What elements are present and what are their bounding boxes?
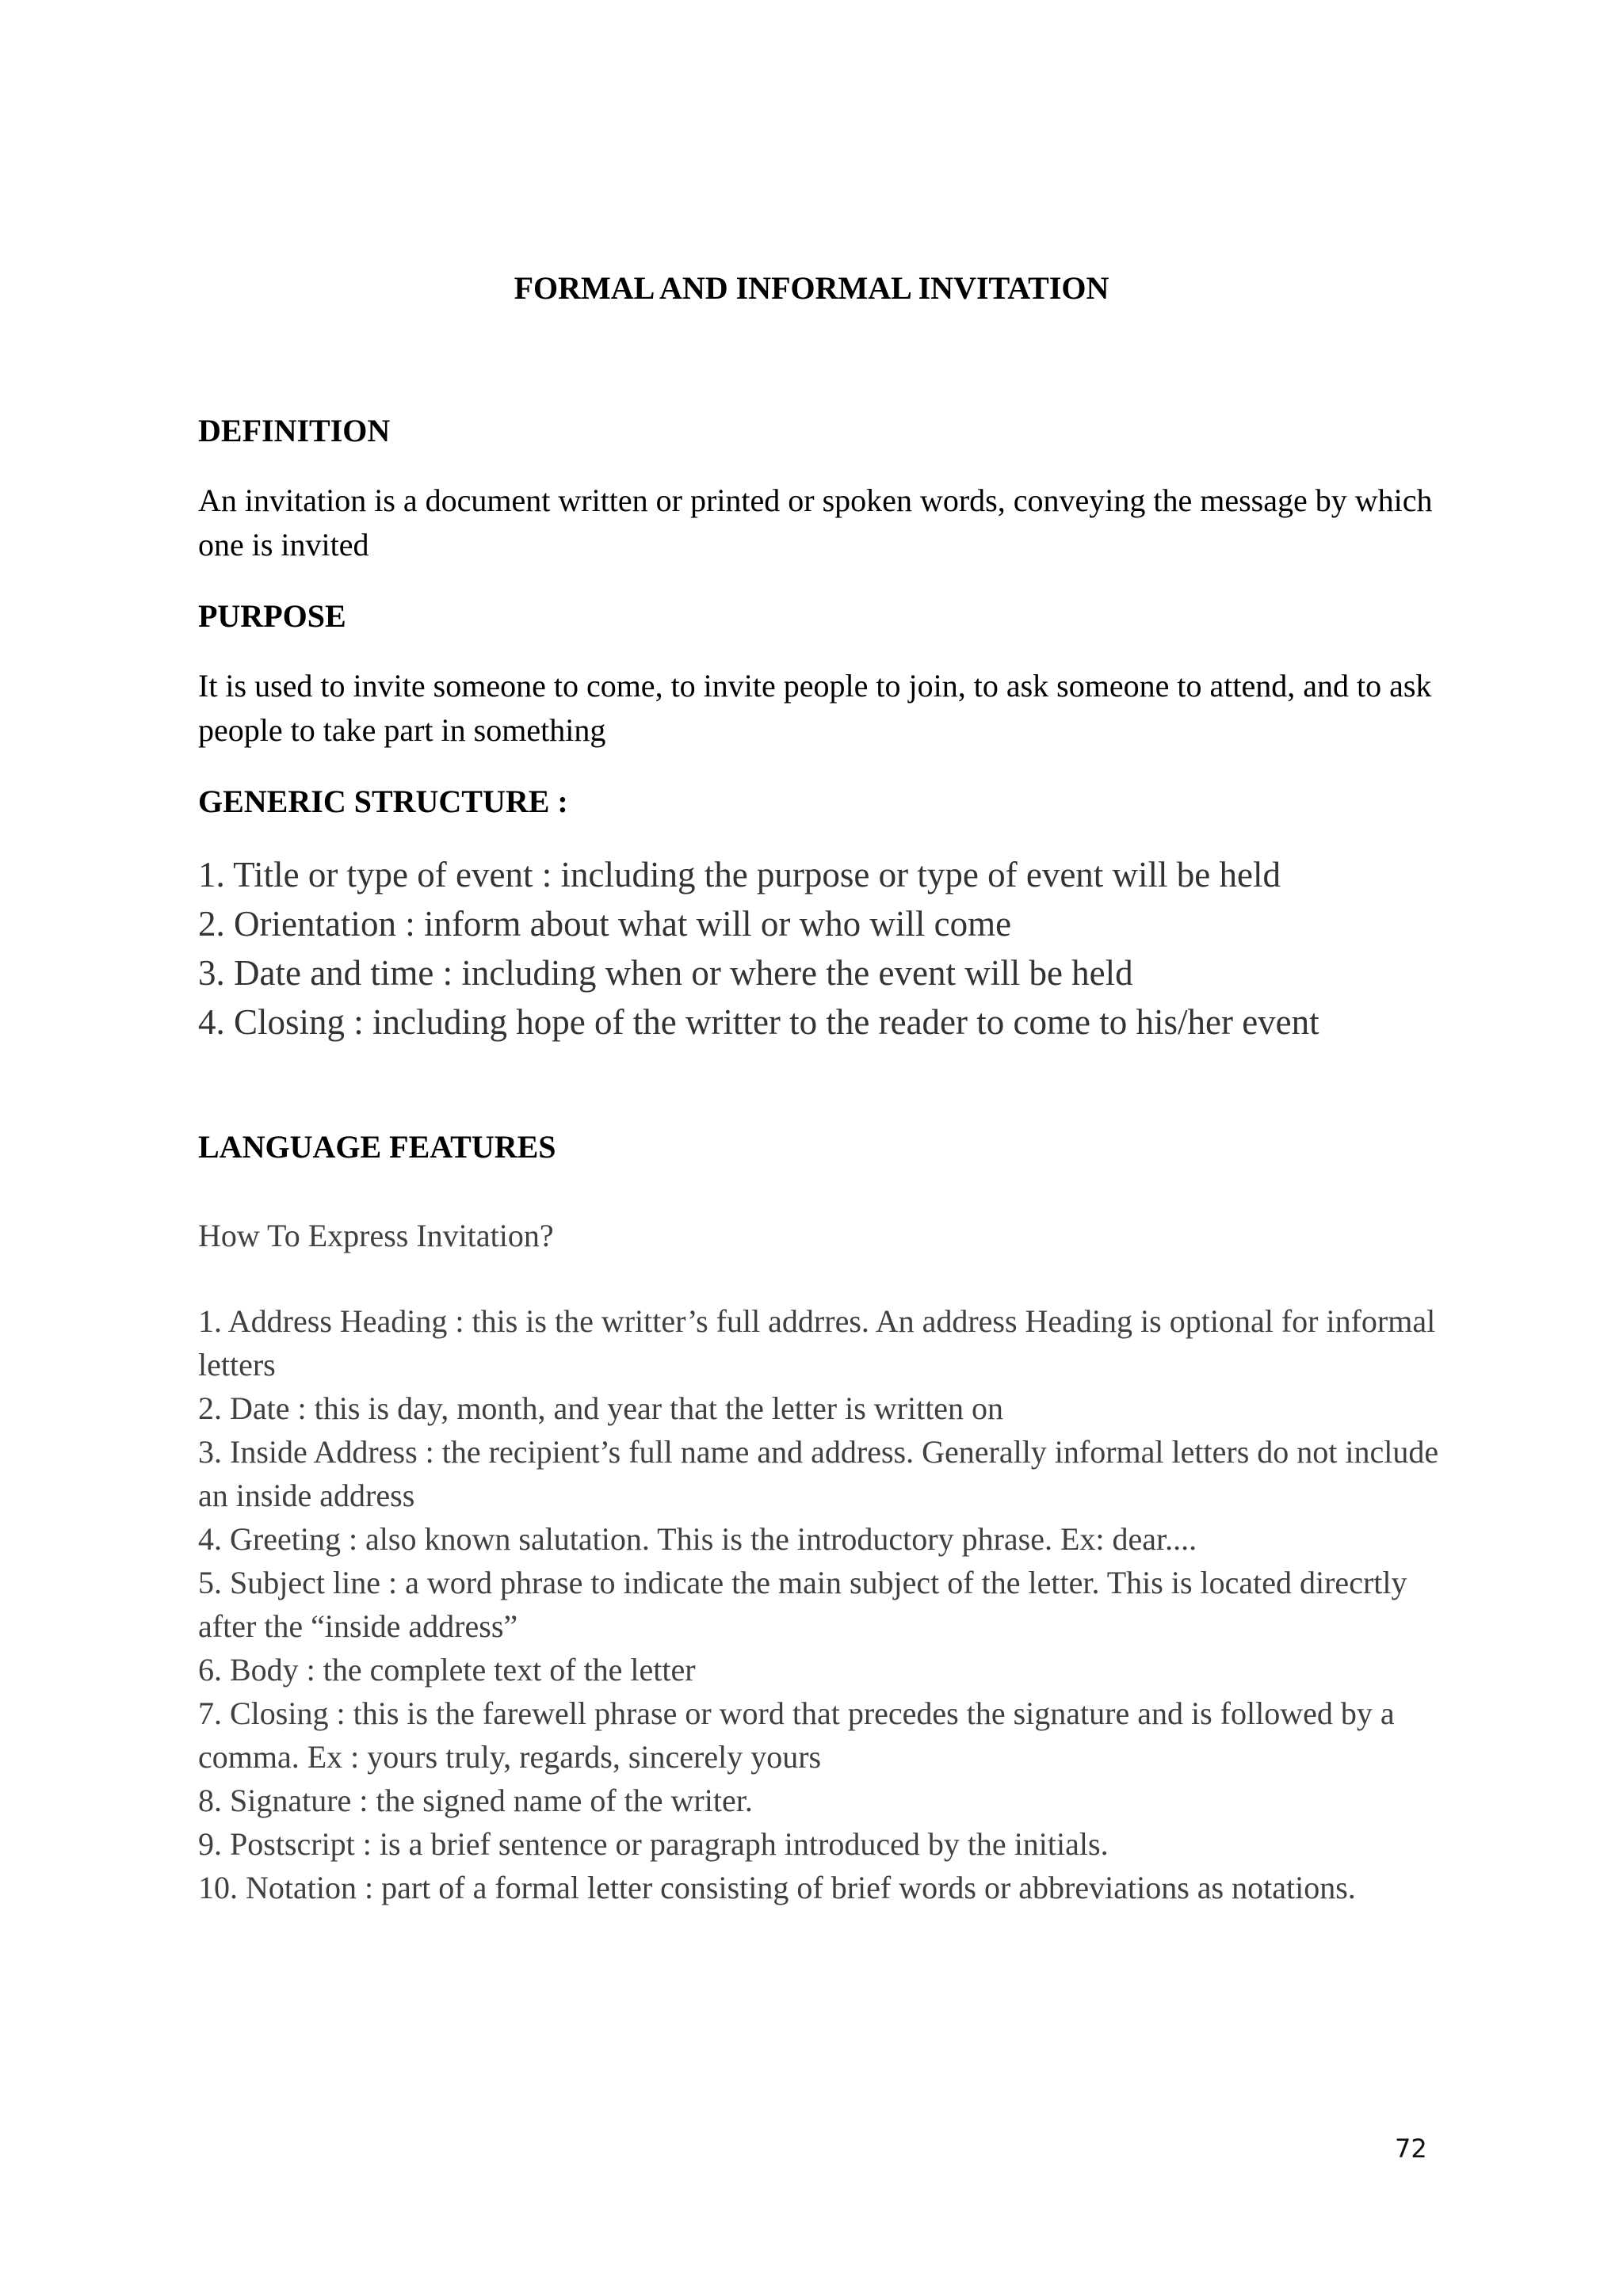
page-number: 72 [1395,2134,1427,2164]
language-feature-item: 10. Notation : part of a formal letter consisting of brief words or abbreviations as notations. [198,1870,1356,1905]
definition-heading: DEFINITION [198,413,391,448]
purpose-heading: PURPOSE [198,598,346,634]
language-features-heading: LANGUAGE FEATURES [198,1129,556,1165]
generic-structure-heading: GENERIC STRUCTURE : [198,784,568,819]
structure-item: 3. Date and time : including when or where the event will be held [198,953,1133,993]
language-feature-item: 7. Closing : this is the farewell phrase or word that precedes the signature and is followed by a comma. Ex : yours truly, regards, sincerely yours [198,1695,1395,1775]
language-features-question: How To Express Invitation? [198,1218,554,1253]
page-title: FORMAL AND INFORMAL INVITATION [514,270,1109,306]
language-feature-item: 4. Greeting : also known salutation. This is the introductory phrase. Ex: dear.... [198,1521,1197,1557]
language-feature-item: 1. Address Heading : this is the writter’s full addrres. An address Heading is optional for informal letters [198,1303,1436,1383]
language-feature-item: 5. Subject line : a word phrase to indicate the main subject of the letter. This is located direcrtly after the “inside address” [198,1565,1407,1644]
language-feature-item: 6. Body : the complete text of the letter [198,1652,696,1688]
structure-item: 2. Orientation : inform about what will or who will come [198,904,1012,944]
definition-text: An invitation is a document written or printed or spoken words, conveying the message by which one is invited [198,482,1433,563]
structure-item: 1. Title or type of event : including the purpose or type of event will be held [198,855,1281,894]
purpose-text: It is used to invite someone to come, to invite people to join, to ask someone to attend, and to ask people to take part in something [198,668,1432,748]
language-feature-item: 8. Signature : the signed name of the writer. [198,1783,753,1818]
language-feature-item: 2. Date : this is day, month, and year that the letter is written on [198,1390,1004,1426]
structure-item: 4. Closing : including hope of the writter to the reader to come to his/her event [198,1002,1319,1042]
language-feature-item: 9. Postscript : is a brief sentence or paragraph introduced by the initials. [198,1826,1109,1862]
language-feature-item: 3. Inside Address : the recipient’s full name and address. Generally informal letters do not include an inside address [198,1434,1439,1513]
